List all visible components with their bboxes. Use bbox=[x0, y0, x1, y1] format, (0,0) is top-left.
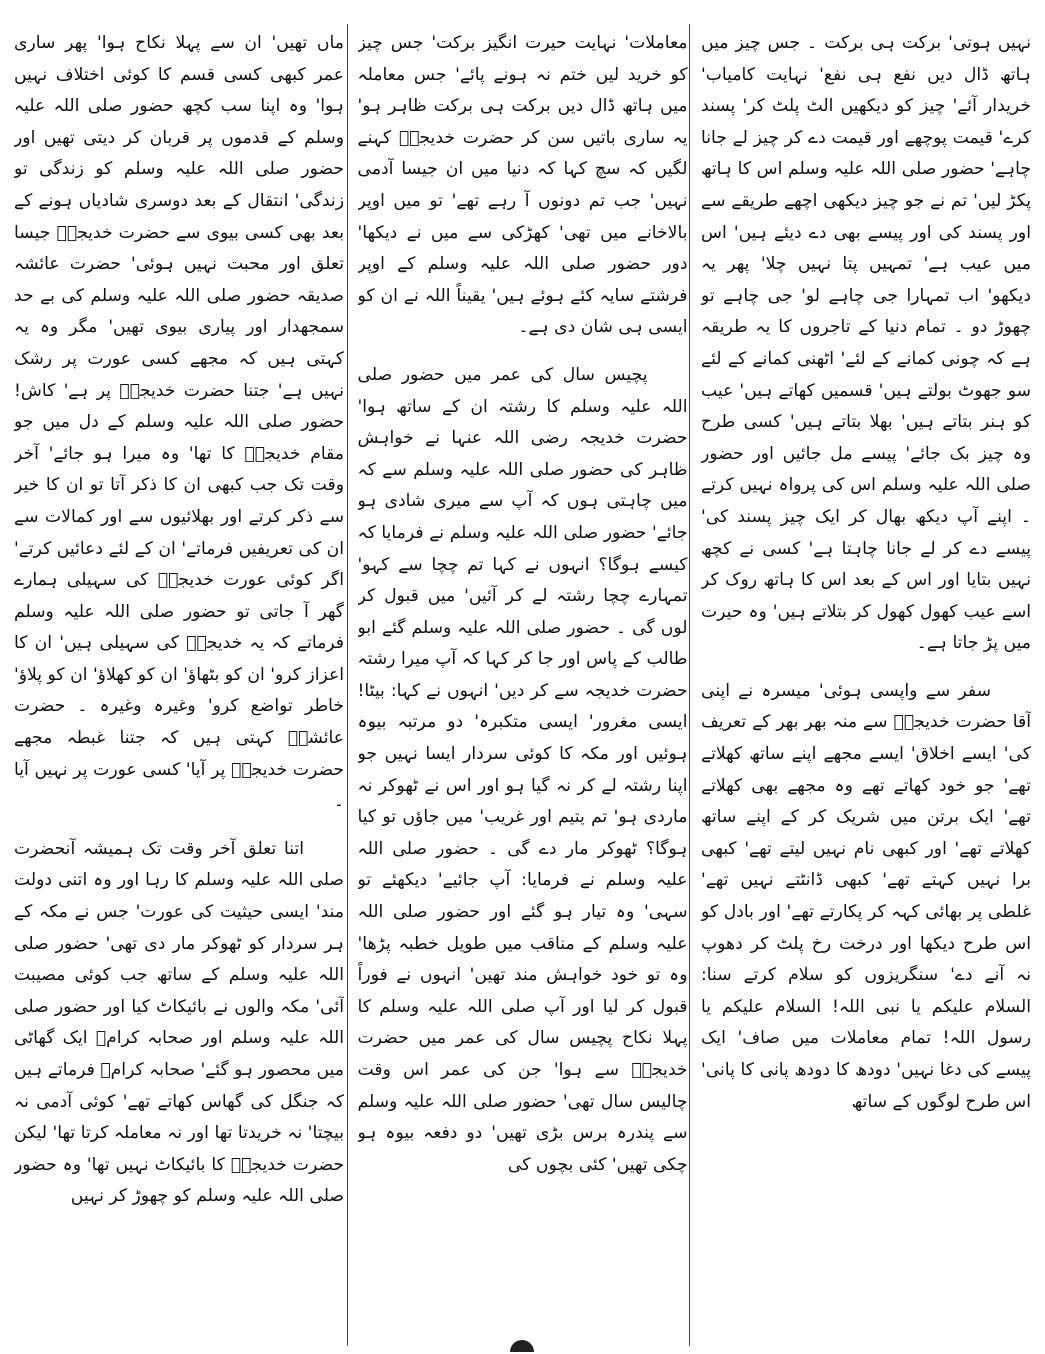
paragraph: ماں تھیں' ان سے پہلا نکاح ہوا' پھر ساری عمر کبھی کسی قسم کا کوئی اختلاف نہیں ہوا' وہ اپنا سب کچھ حضور صلی اللہ علیہ وسلم کے قدموں پر قربان کر دیتی تھیں اور حضور صلی اللہ علیہ وسلم کو زندگی تو زندگی' انتقال کے بعد دوسری شادیاں ہونے کے بعد بھی کسی بیوی سے حضرت خدیجہؓ جیسا تعلق اور محبت نہیں ہوئی' حضرت عائشہ صدیقہ حضور صلی اللہ علیہ وسلم کی بے حد سمجھدار اور پیاری بیوی تھیں' مگر وہ یہ کہتی ہیں کہ مجھے کسی عورت پر رشک نہیں ہے' جتنا حضرت خدیجہؓ پر ہے' کاش! حضور صلی اللہ علیہ وسلم کے دل میں جو مقام خدیجہؓ کا تھا' وہ میرا ہو جائے' آخر وقت تک جب کبھی ان کا ذکر آتا تو ان کا خیر سے ذکر کرتے اور بھلائیوں سے اور کمالات سے ان کی تعریفیں فرماتے' ان کے لئے دعائیں کرتے' اگر کوئی عورت خدیجہؓ کی سہیلی ہمارے گھر آ جاتی تو حضور صلی اللہ علیہ وسلم فرماتے کہ یہ خدیجہؓ کی سہیلی ہیں' ان کا اعزاز کرو' ان کو بٹھاؤ' ان کو کھلاؤ' ان کو پلاؤ' خاطر تواضع کرو' وغیرہ وغیرہ ۔ حضرت عائشہؓ کہتی ہیں کہ جتنا غبطہ مجھے حضرت خدیجہؓ پر آیا' کسی عورت پر نہیں آیا ۔ bbox=[14, 33, 344, 812]
paragraph: سفر سے واپسی ہوئی' میسرہ نے اپنی آقا حضرت خدیجہؓ سے منہ بھر بھر کے تعریف کی' ایسے اخلاق' ایسے مجھے اپنے ساتھ کھلاتے تھے' جو خود کھاتے تھے وہ مجھے بھی کھلاتے تھے' ایک برتن میں شریک کر کے اپنے ساتھ کھلاتے تھے' اور کبھی نام نہیں لیتے تھے' کبھی برا نہیں کہتے تھے' کبھی ڈانٹتے نہیں تھے' غلطی پر بھائی کہہ کر پکارتے تھے' اور بادل کو اس طرح دیکھا اور درخت رخ پلٹ کر دھوپ نہ آنے دے' سنگریزوں کو سلام کرتے سنا: السلام علیکم یا نبی اللہ! السلام علیکم یا رسول اللہ! تمام معاملات میں صاف' ایک پیسے کی دغا نہیں' دودھ کا دودھ پانی کا پانی' اس طرح لوگوں کے ساتھ bbox=[701, 680, 1031, 1112]
paragraph: نہیں ہوتی' برکت ہی برکت ۔ جس چیز میں ہاتھ ڈال دیں نفع ہی نفع' نہایت کامیاب' خریدار آئے' چیز کو دیکھیں الٹ پلٹ کر' پسند کرے' قیمت پوچھے اور قیمت دے کر چیز لے جانا چاہے' حضور صلی اللہ علیہ وسلم اس کا ہاتھ پکڑ لیں' تم نے جو چیز دیکھی اچھے طریقے سے اور پسند کی اور پیسے بھی دے دیئے ہیں' اس میں عیب ہے' تمہیں پتا نہیں چلا' پھر یہ دیکھو' اب تمہارا جی چاہے لو' جی چاہے تو چھوڑ دو ۔ تمام دنیا کے تاجروں کا یہ طریقہ ہے کہ چونی کمانے کے لئے' اٹھنی کمانے کے لئے سو جھوٹ بولتے ہیں' قسمیں کھاتے ہیں' عیب کو ہنر بتاتے ہیں' بھلا بتاتے ہیں' کسی طرح وہ چیز بک جائے' پیسے مل جائیں اور حضور صلی اللہ علیہ وسلم اس کی پرواہ نہیں کرتے ۔ اپنے آپ دیکھ بھال کر ایک چیز پسند کی' پیسے دے کر لے جانا چاہتا ہے' کسی نے کچھ نہیں بتایا اور اس کے بعد اس کا ہاتھ روک کر اسے عیب کھول کھول کر بتلاتے ہیں' وہ حیرت میں پڑ جاتا ہے۔ bbox=[701, 33, 1031, 654]
paragraph: اتنا تعلق آخر وقت تک ہمیشہ آنحضرت صلی اللہ علیہ وسلم کا رہا اور وہ اتنی دولت مند' ایسی حیثیت کی عورت' جس نے مکہ کے ہر سردار کو ٹھوکر مار دی تھی' حضور صلی اللہ علیہ وسلم کے ساتھ جب کوئی مصیبت آئی' مکہ والوں نے بائیکاٹ کیا اور حضور صلی اللہ علیہ وسلم اور صحابہ کرامؓ ایک گھاٹی میں محصور ہو گئے' صحابہ کرامؓ فرماتے ہیں کہ جنگل کی گھاس کھاتے تھے' کوئی آدمی نہ بیچتا' نہ خریدتا تھا اور نہ معاملہ کرتا تھا' لیکن حضرت خدیجہؓ کا بائیکاٹ نہیں تھا' وہ حضور صلی اللہ علیہ وسلم کو چھوڑ کر نہیں bbox=[14, 838, 344, 1207]
text-column-left bbox=[14, 28, 344, 1346]
paragraph: معاملات' نہایت حیرت انگیز برکت' جس چیز کو خرید لیں ختم نہ ہونے پائے' جس معاملہ میں ہاتھ ڈال دیں برکت ہی برکت ظاہر ہو' یہ ساری باتیں سن کر حضرت خدیجہؓ کہنے لگیں کہ سچ کہا کہ دنیا میں ان جیسا آدمی نہیں' جب تم دونوں آ رہے تھے' تو میں اوپر بالاخانے میں تھی' کھڑکی سے میں نے دیکھا' دور حضور صلی اللہ علیہ وسلم کے اوپر فرشتے سایہ کئے ہوئے ہیں' یقیناً اللہ نے ان کو ایسی ہی شان دی ہے۔ bbox=[357, 33, 688, 338]
column-divider bbox=[689, 24, 690, 1346]
column-divider bbox=[347, 24, 348, 1346]
text-column-right bbox=[701, 28, 1031, 1346]
text-column-middle bbox=[358, 28, 688, 1346]
paragraph: پچیس سال کی عمر میں حضور صلی اللہ علیہ وسلم کا رشتہ ان کے ساتھ ہوا' حضرت خدیجہ رضی اللہ عنہا نے خواہش ظاہر کی حضور صلی اللہ علیہ وسلم سے کہ میں چاہتی ہوں کہ آپ سے میری شادی ہو جائے' حضور صلی اللہ علیہ وسلم نے فرمایا کہ کیسے ہوگا؟ انہوں نے کہا تم چچا سے کہو' تمہارے چچا رشتہ لے کر آئیں' میں قبول کر لوں گی ۔ حضور صلی اللہ علیہ وسلم گئے ابو طالب کے پاس اور جا کر کہا کہ آپ میرا رشتہ حضرت خدیجہ سے کر دیں' انہوں نے کہا: بیٹا! ایسی مغرور' ایسی متکبرہ' دو مرتبہ بیوہ ہوئیں اور مکہ کا کوئی سردار ایسا نہیں جو اپنا رشتہ لے کر نہ گیا ہو اور اس نے ٹھوکر نہ ماردی ہو' تم یتیم اور غریب' میں جاؤں تو کیا ہوگا؟ ٹھوکر مار دے گی ۔ حضور صلی اللہ علیہ وسلم نے فرمایا: آپ جائیے' دیکھئے تو سہی' وہ تیار ہو گئے اور حضور صلی اللہ علیہ وسلم کے مناقب میں طویل خطبہ پڑھا' وہ تو خود خواہش مند تھیں' انہوں نے فوراً قبول کر لیا اور آپ صلی اللہ علیہ وسلم کا پہلا نکاح پچیس سال کی عمر میں حضرت خدیجہؓ سے ہوا' جن کی عمر اس وقت چالیس سال تھی' حضور صلی اللہ علیہ وسلم سے پندرہ برس بڑی تھیں' دو دفعہ بیوہ ہو چکی تھیں' کئی بچوں کی bbox=[357, 364, 688, 1175]
